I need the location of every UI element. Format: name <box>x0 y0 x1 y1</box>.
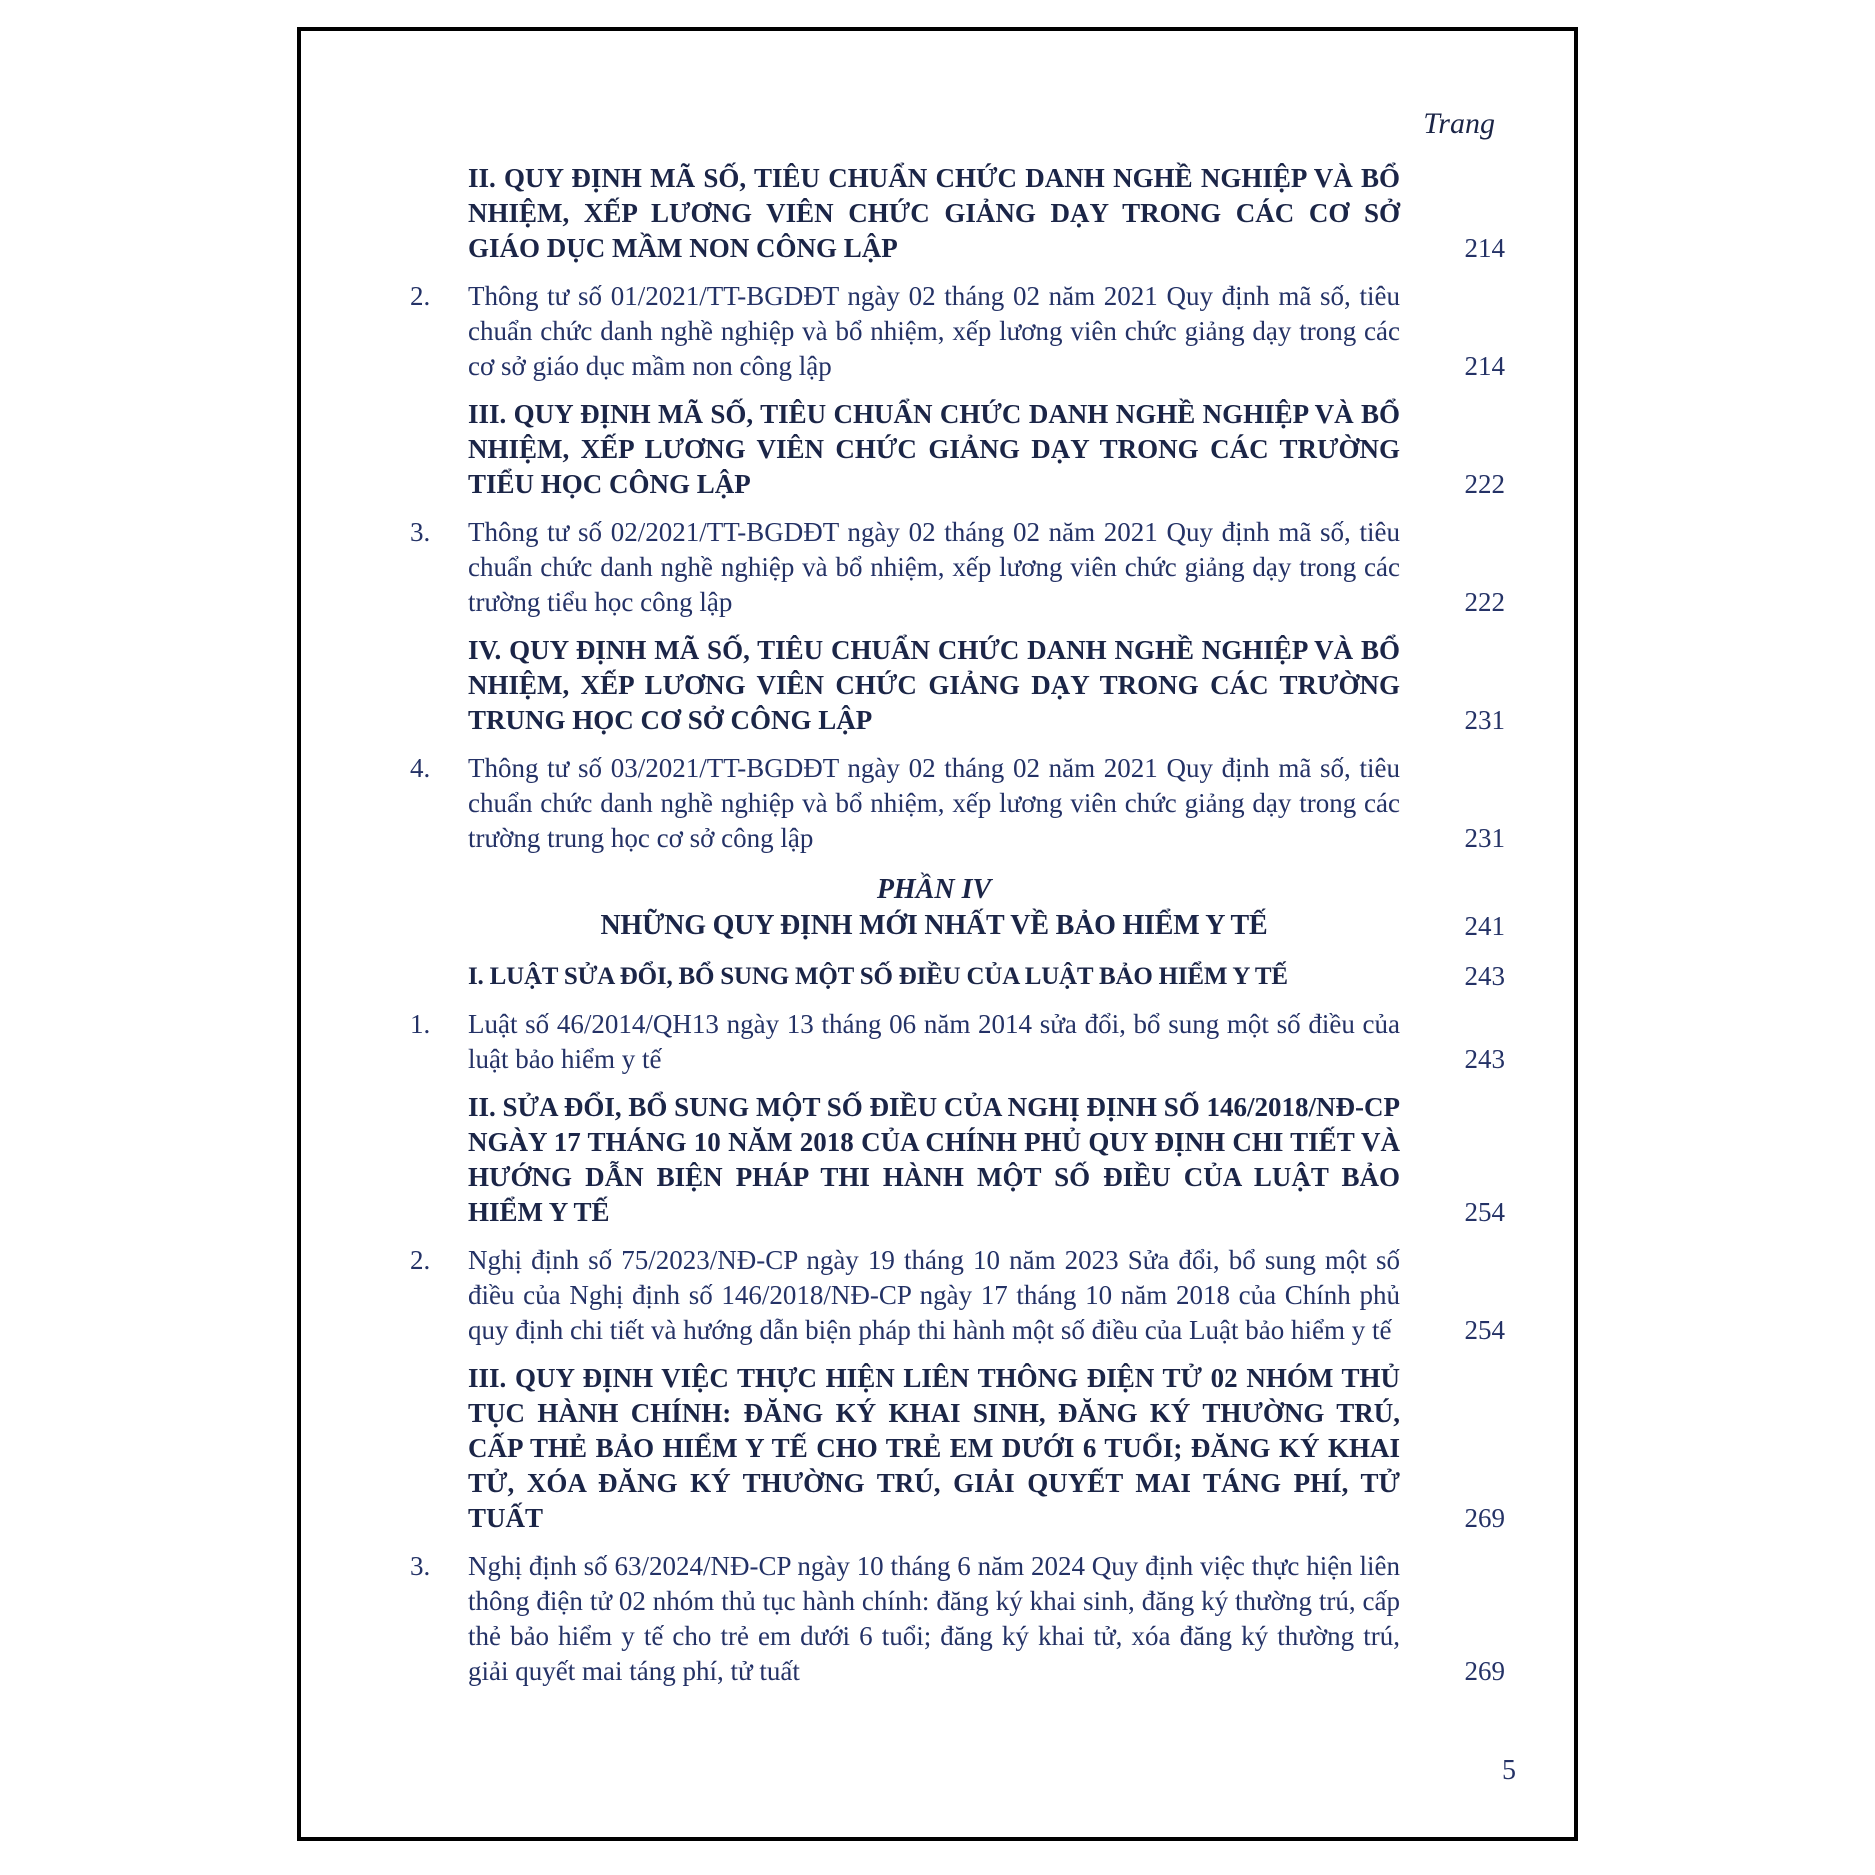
entry-text: Thông tư số 01/2021/TT-BGDĐT ngày 02 tháng 02 năm 2021 Quy định mã số, tiêu chuẩn chức danh nghề nghiệp và bổ nhiệm, xếp lương viên chức giảng dạy trong các cơ sở giáo dục mầm non công lập <box>468 281 1400 381</box>
toc-entry-section-i-luat-sua-doi <box>410 959 1505 994</box>
toc-page <box>297 27 1578 1841</box>
entry-heading-text: III. QUY ĐỊNH MÃ SỐ, TIÊU CHUẨN CHỨC DANH NGHỀ NGHIỆP VÀ BỔ NHIỆM, XẾP LƯƠNG VIÊN CHỨC GIẢNG DẠY TRONG CÁC TRƯỜNG TIỂU HỌC CÔNG LẬP <box>468 399 1400 499</box>
entry-text: Luật số 46/2014/QH13 ngày 13 tháng 06 năm 2014 sửa đổi, bổ sung một số điều của luật bảo hiểm y tế <box>468 1009 1400 1074</box>
toc-entry-section-iv-trung-hoc <box>410 633 1505 738</box>
toc-entry-nghi-dinh-75-2023 <box>410 1243 1505 1348</box>
toc-entry-luat-46-2014 <box>410 1007 1505 1077</box>
entry-text: Thông tư số 03/2021/TT-BGDĐT ngày 02 tháng 02 năm 2021 Quy định mã số, tiêu chuẩn chức danh nghề nghiệp và bổ nhiệm, xếp lương viên chức giảng dạy trong các trường trung học cơ sở công lập <box>468 753 1400 853</box>
entry-page-number: 254 <box>1464 1315 1505 1345</box>
part-title <box>468 872 1400 944</box>
entry-page-number: 243 <box>1464 961 1505 991</box>
part-title-line2: NHỮNG QUY ĐỊNH MỚI NHẤT VỀ BẢO HIỂM Y TẾ <box>600 910 1268 941</box>
entry-page-number: 231 <box>1464 705 1505 735</box>
entry-heading-text: III. QUY ĐỊNH VIỆC THỰC HIỆN LIÊN THÔNG ĐIỆN TỬ 02 NHÓM THỦ TỤC HÀNH CHÍNH: ĐĂNG KÝ KHAI SINH, ĐĂNG KÝ THƯỜNG TRÚ, CẤP THẺ BẢO HIỂM Y TẾ CHO TRẺ EM DƯỚI 6 TUỔI; ĐĂNG KÝ KHAI TỬ, XÓA ĐĂNG KÝ THƯỜNG TRÚ, GIẢI QUYẾT MAI TÁNG PHÍ, TỬ TUẤT <box>468 1363 1400 1533</box>
entry-number <box>410 397 468 502</box>
entry-heading-text: II. SỬA ĐỔI, BỔ SUNG MỘT SỐ ĐIỀU CỦA NGHỊ ĐỊNH SỐ 146/2018/NĐ-CP NGÀY 17 THÁNG 10 NĂM 2018 CỦA CHÍNH PHỦ QUY ĐỊNH CHI TIẾT VÀ HƯỚNG DẪN BIỆN PHÁP THI HÀNH MỘT SỐ ĐIỀU CỦA LUẬT BẢO HIỂM Y TẾ <box>468 1092 1400 1227</box>
entry-number <box>410 959 468 994</box>
part-title-line1: PHẦN IV <box>876 874 992 905</box>
entry-number <box>410 161 468 266</box>
entry-page-number: 214 <box>1464 233 1505 263</box>
toc-entry-thong-tu-02-2021 <box>410 515 1505 620</box>
entry-heading-text: I. LUẬT SỬA ĐỔI, BỔ SUNG MỘT SỐ ĐIỀU CỦA LUẬT BẢO HIỂM Y TẾ <box>468 963 1288 990</box>
entry-text: Nghị định số 75/2023/NĐ-CP ngày 19 tháng 10 năm 2023 Sửa đổi, bổ sung một số điều của Nghị định số 146/2018/NĐ-CP ngày 17 tháng 10 năm 2018 của Chính phủ quy định chi tiết và hướng dẫn biện pháp thi hành một số điều của Luật bảo hiểm y tế <box>468 1245 1400 1345</box>
entry-number: 2. <box>410 1245 431 1275</box>
entry-page-number: 231 <box>1464 823 1505 853</box>
toc-entry-section-ii-mam-non <box>410 161 1505 266</box>
entry-page-number: 214 <box>1464 351 1505 381</box>
entry-heading-text: IV. QUY ĐỊNH MÃ SỐ, TIÊU CHUẨN CHỨC DANH NGHỀ NGHIỆP VÀ BỔ NHIỆM, XẾP LƯƠNG VIÊN CHỨC GIẢNG DẠY TRONG CÁC TRƯỜNG TRUNG HỌC CƠ SỞ CÔNG LẬP <box>468 635 1400 735</box>
entry-number: 3. <box>410 517 431 547</box>
entry-number <box>410 633 468 738</box>
toc-entry-phan-iv <box>410 872 1505 944</box>
entry-number: 2. <box>410 281 431 311</box>
entry-page-number: 269 <box>1464 1503 1505 1533</box>
entry-page-number: 254 <box>1464 1197 1505 1227</box>
toc-entry-thong-tu-03-2021 <box>410 751 1505 856</box>
entry-number <box>410 1090 468 1230</box>
page-column-header: Trang <box>1423 107 1495 140</box>
entry-page-number: 241 <box>1464 911 1505 941</box>
entry-page-number: 222 <box>1464 469 1505 499</box>
toc-entry-nghi-dinh-63-2024 <box>410 1549 1505 1689</box>
entry-text: Nghị định số 63/2024/NĐ-CP ngày 10 tháng 6 năm 2024 Quy định việc thực hiện liên thông điện tử 02 nhóm thủ tục hành chính: đăng ký khai sinh, đăng ký thường trú, cấp thẻ bảo hiểm y tế cho trẻ em dưới 6 tuổi; đăng ký khai tử, xóa đăng ký thường trú, giải quyết mai táng phí, tử tuất <box>468 1551 1400 1686</box>
footer-page-number: 5 <box>1502 1755 1516 1786</box>
entry-heading-text: II. QUY ĐỊNH MÃ SỐ, TIÊU CHUẨN CHỨC DANH NGHỀ NGHIỆP VÀ BỔ NHIỆM, XẾP LƯƠNG VIÊN CHỨC GIẢNG DẠY TRONG CÁC CƠ SỞ GIÁO DỤC MẦM NON CÔNG LẬP <box>468 163 1400 263</box>
entry-page-number: 243 <box>1464 1044 1505 1074</box>
toc-entry-thong-tu-01-2021 <box>410 279 1505 384</box>
entry-number <box>410 1361 468 1536</box>
toc-entry-section-iii-lien-thong <box>410 1361 1505 1536</box>
entry-text: Thông tư số 02/2021/TT-BGDĐT ngày 02 tháng 02 năm 2021 Quy định mã số, tiêu chuẩn chức danh nghề nghiệp và bổ nhiệm, xếp lương viên chức giảng dạy trong các trường tiểu học công lập <box>468 517 1400 617</box>
toc-entry-section-ii-sua-doi-nghi-dinh <box>410 1090 1505 1230</box>
entry-page-number: 222 <box>1464 587 1505 617</box>
toc-entry-section-iii-tieu-hoc <box>410 397 1505 502</box>
entry-page-number: 269 <box>1464 1656 1505 1686</box>
entry-number: 3. <box>410 1551 431 1581</box>
entry-number: 4. <box>410 753 431 783</box>
entry-number <box>410 872 468 944</box>
entry-number: 1. <box>410 1009 431 1039</box>
